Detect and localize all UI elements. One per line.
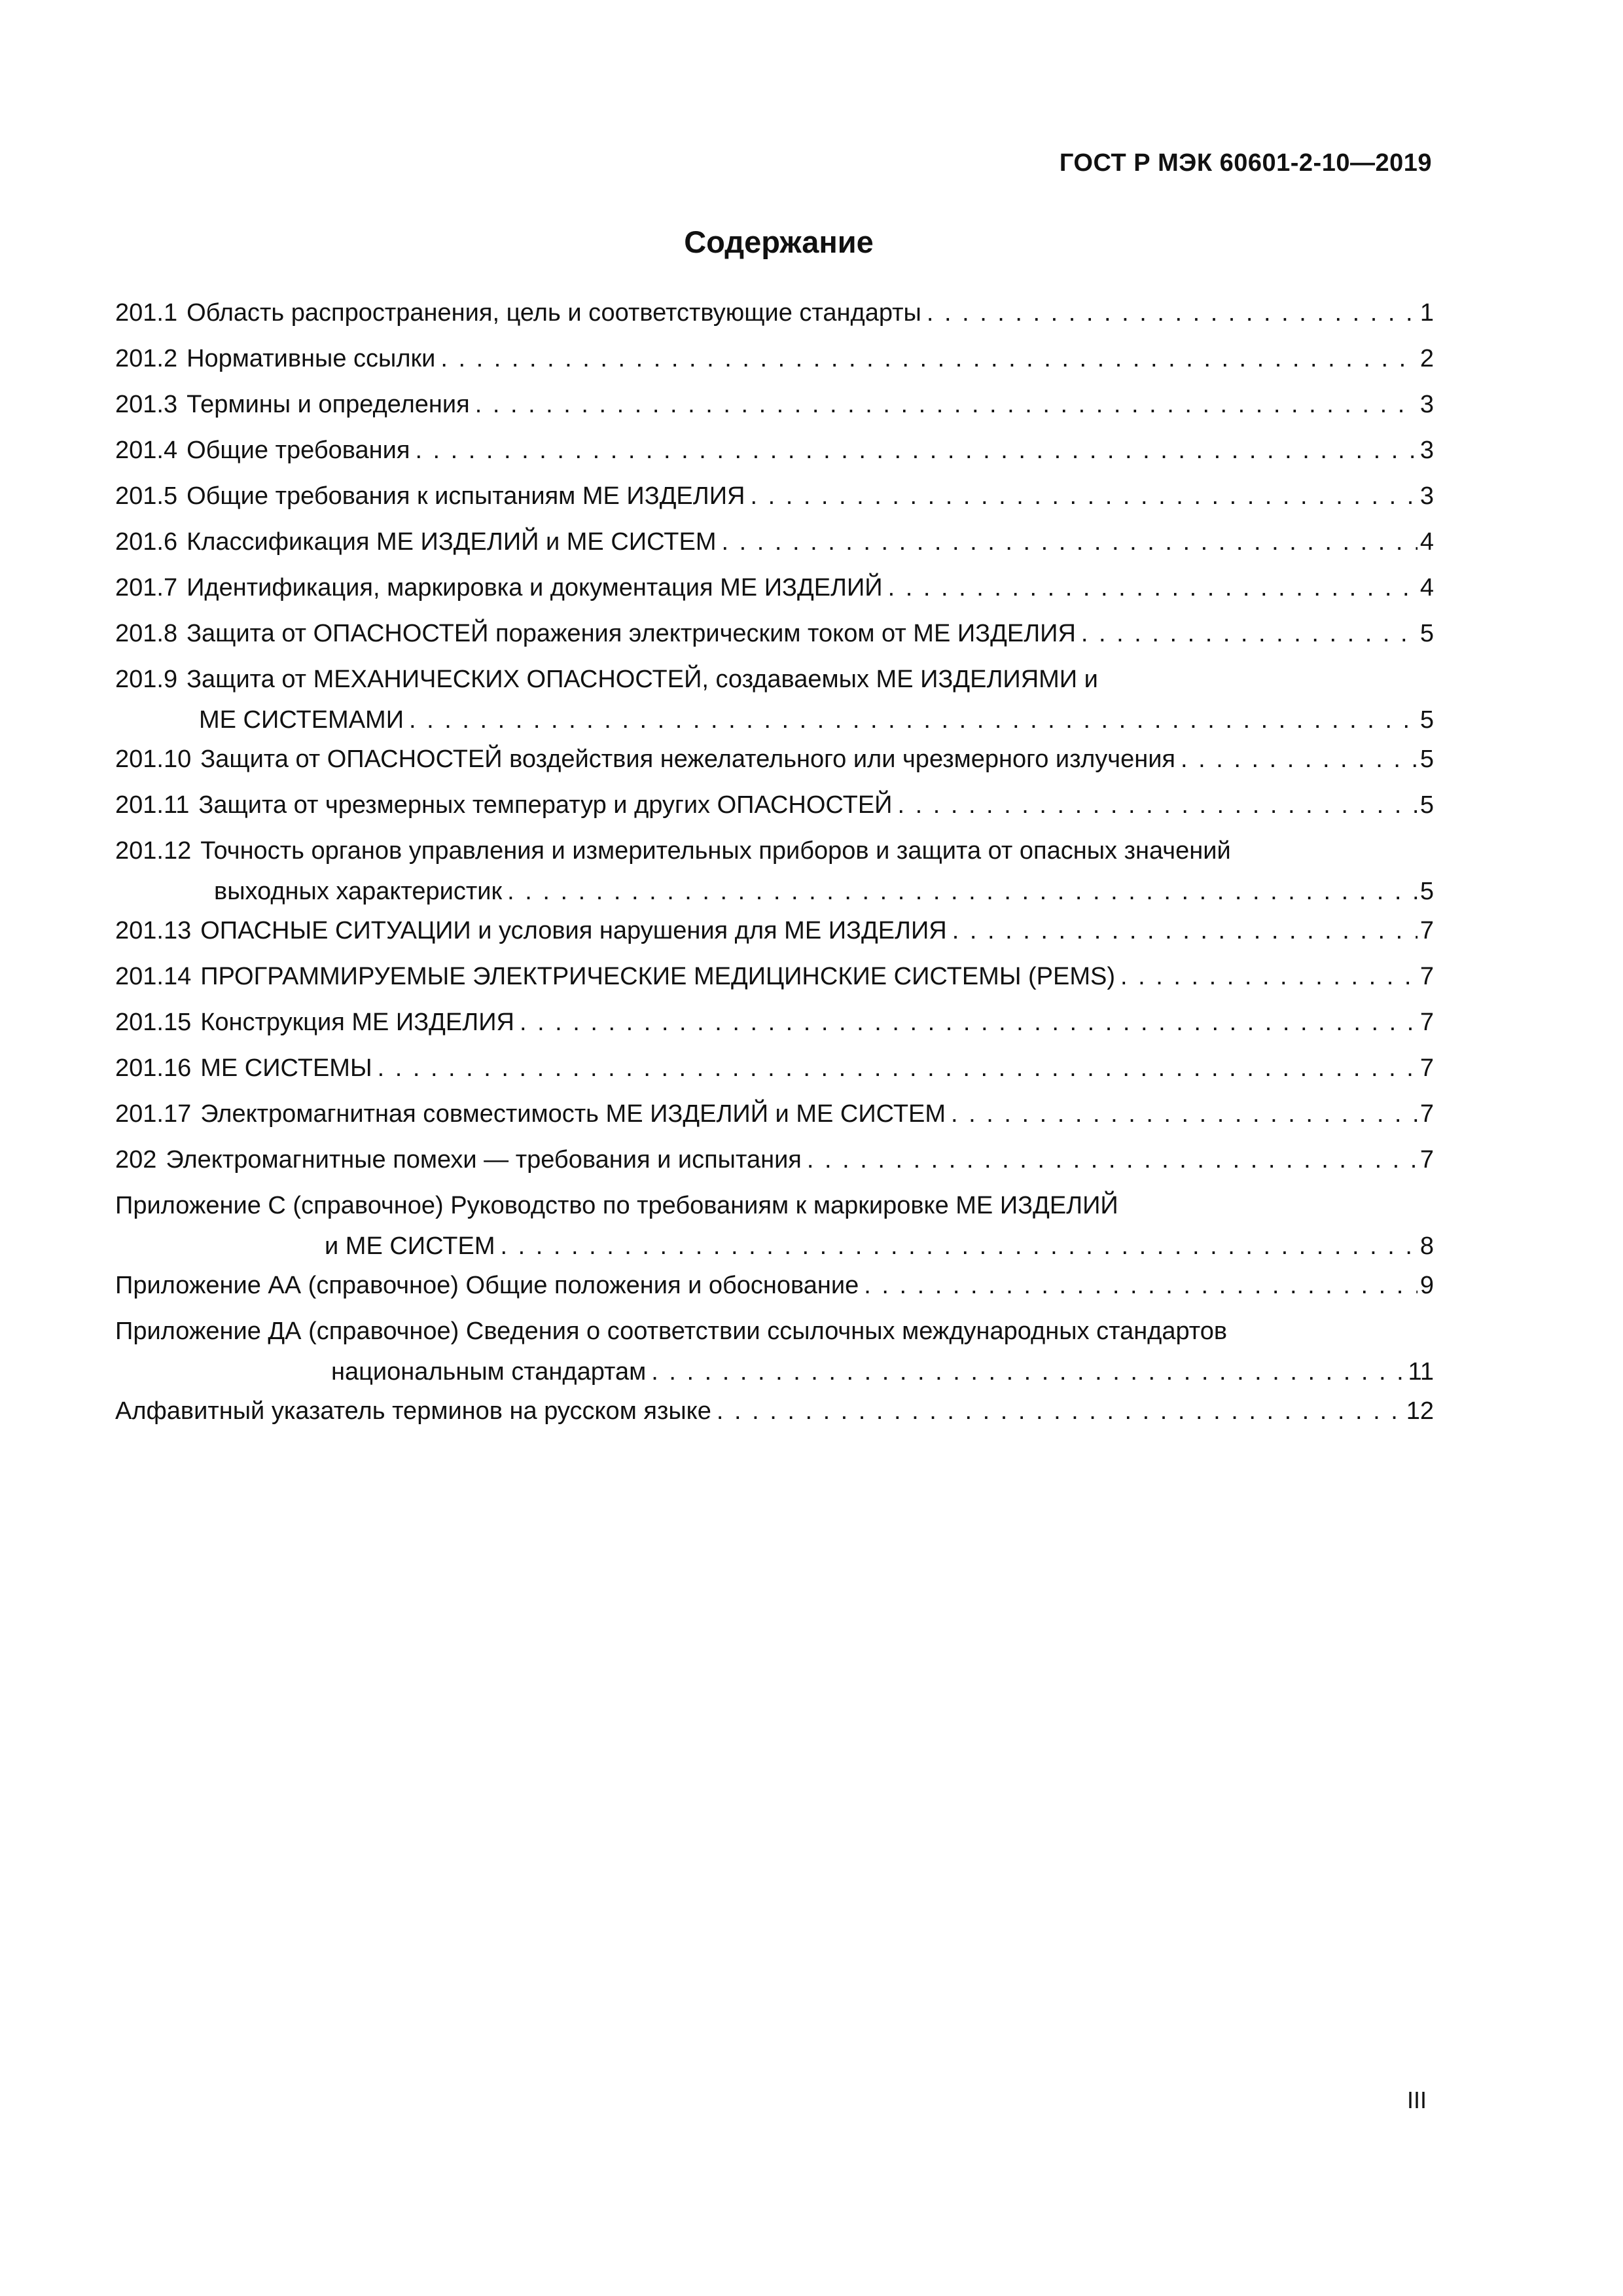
toc-entry-number: 201.12 bbox=[115, 837, 192, 865]
toc-entry-page: 3 bbox=[1419, 437, 1434, 464]
toc-leader-dots bbox=[435, 344, 1417, 374]
page-number: III bbox=[1406, 2087, 1427, 2113]
toc-entry[interactable] bbox=[115, 836, 1434, 906]
toc-entry-title: Область распространения, цель и соответствующие стандарты bbox=[187, 299, 921, 327]
toc-entry-number: 201.7 bbox=[115, 574, 178, 601]
toc-leader-dots bbox=[802, 1145, 1418, 1175]
toc-entry-page: 7 bbox=[1419, 963, 1434, 990]
toc-entry-title: Защита от МЕХАНИЧЕСКИХ ОПАСНОСТЕЙ, создаваемых МЕ ИЗДЕЛИЯМИ и bbox=[187, 666, 1098, 693]
toc-entry[interactable] bbox=[115, 619, 1434, 649]
toc-entry-title: Защита от ОПАСНОСТЕЙ воздействия нежелательного или чрезмерного излучения bbox=[200, 745, 1176, 773]
table-of-contents bbox=[115, 298, 1434, 1442]
toc-entry-page: 11 bbox=[1408, 1358, 1434, 1386]
toc-entry[interactable] bbox=[115, 1099, 1434, 1129]
toc-entry-number: 201.3 bbox=[115, 391, 178, 418]
toc-leader-dots bbox=[892, 790, 1417, 820]
toc-entry[interactable] bbox=[115, 744, 1434, 774]
toc-leader-dots bbox=[502, 876, 1418, 906]
toc-entry-page: 4 bbox=[1419, 528, 1434, 556]
toc-leader-dots bbox=[1175, 744, 1418, 774]
toc-entry-page: 5 bbox=[1419, 791, 1434, 819]
toc-entry-number: 201.1 bbox=[115, 299, 178, 327]
toc-leader-dots bbox=[470, 389, 1418, 420]
toc-leader-dots bbox=[514, 1007, 1418, 1037]
toc-entry-title-continued: и МЕ СИСТЕМ bbox=[325, 1232, 495, 1260]
toc-entry-title: Защита от чрезмерных температур и других ОПАСНОСТЕЙ bbox=[198, 791, 893, 819]
toc-entry-number: 201.2 bbox=[115, 345, 178, 372]
toc-entry[interactable] bbox=[115, 1007, 1434, 1037]
toc-entry-number: 201.14 bbox=[115, 963, 192, 990]
toc-leader-dots bbox=[495, 1231, 1418, 1261]
toc-entry-number: 201.8 bbox=[115, 620, 178, 647]
toc-entry-number: 201.13 bbox=[115, 917, 192, 944]
toc-entry-title: Приложение АА (справочное) Общие положения и обоснование bbox=[115, 1272, 859, 1299]
toc-leader-dots bbox=[1115, 961, 1418, 992]
toc-title: Содержание bbox=[684, 224, 874, 259]
toc-leader-dots bbox=[717, 527, 1418, 557]
toc-entry[interactable] bbox=[115, 435, 1434, 465]
toc-entry-title: Классификация МЕ ИЗДЕЛИЙ и МЕ СИСТЕМ bbox=[187, 528, 717, 556]
toc-entry-number: 201.6 bbox=[115, 528, 178, 556]
toc-entry[interactable] bbox=[115, 298, 1434, 328]
toc-entry-title: Точность органов управления и измерительных приборов и защита от опасных значений bbox=[200, 837, 1231, 865]
toc-entry-page: 5 bbox=[1419, 706, 1434, 734]
toc-entry-title: Идентификация, маркировка и документация МЕ ИЗДЕЛИЙ bbox=[187, 574, 883, 601]
toc-entry-page: 3 bbox=[1419, 482, 1434, 510]
toc-entry-page: 5 bbox=[1419, 745, 1434, 773]
toc-entry-title: Конструкция МЕ ИЗДЕЛИЯ bbox=[200, 1009, 514, 1036]
toc-entry-title: МЕ СИСТЕМЫ bbox=[200, 1054, 372, 1082]
toc-leader-dots bbox=[946, 1099, 1418, 1129]
toc-entry-page: 7 bbox=[1419, 1100, 1434, 1128]
document-code: ГОСТ Р МЭК 60601-2-10—2019 bbox=[1059, 149, 1432, 177]
toc-leader-dots bbox=[859, 1270, 1418, 1300]
toc-entry-title: ОПАСНЫЕ СИТУАЦИИ и условия нарушения для МЕ ИЗДЕЛИЯ bbox=[200, 917, 947, 944]
toc-entry-title: Алфавитный указатель терминов на русском языке bbox=[115, 1397, 711, 1425]
toc-entry-number: 201.16 bbox=[115, 1054, 192, 1082]
toc-leader-dots bbox=[711, 1396, 1404, 1426]
toc-entry-number: 201.15 bbox=[115, 1009, 192, 1036]
toc-entry-title: Приложение С (справочное) Руководство по требованиям к маркировке МЕ ИЗДЕЛИЙ bbox=[115, 1192, 1118, 1219]
toc-entry[interactable] bbox=[115, 1145, 1434, 1175]
toc-entry-title: Электромагнитные помехи — требования и испытания bbox=[166, 1146, 802, 1174]
toc-entry[interactable] bbox=[115, 790, 1434, 820]
toc-entry-page: 7 bbox=[1419, 1146, 1434, 1174]
toc-entry-page: 9 bbox=[1419, 1272, 1434, 1299]
toc-entry[interactable] bbox=[115, 389, 1434, 420]
toc-entry-number: 202 bbox=[115, 1146, 157, 1174]
toc-entry[interactable] bbox=[115, 961, 1434, 992]
toc-entry[interactable] bbox=[115, 481, 1434, 511]
toc-entry-page: 2 bbox=[1419, 345, 1434, 372]
toc-leader-dots bbox=[883, 573, 1418, 603]
toc-entry-title: Термины и определения bbox=[187, 391, 470, 418]
toc-entry[interactable] bbox=[115, 1316, 1434, 1387]
toc-entry-page: 7 bbox=[1419, 1009, 1434, 1036]
toc-entry[interactable] bbox=[115, 1191, 1434, 1261]
toc-entry-title: Приложение ДА (справочное) Сведения о соответствии ссылочных международных стандартов bbox=[115, 1318, 1228, 1345]
toc-entry-title-continued: выходных характеристик bbox=[214, 878, 503, 905]
toc-entry-title: Общие требования к испытаниям МЕ ИЗДЕЛИЯ bbox=[187, 482, 745, 510]
toc-entry-page: 7 bbox=[1419, 1054, 1434, 1082]
toc-entry-title: Электромагнитная совместимость МЕ ИЗДЕЛИЙ и МЕ СИСТЕМ bbox=[200, 1100, 946, 1128]
toc-entry-page: 7 bbox=[1419, 917, 1434, 944]
toc-entry-number: 201.9 bbox=[115, 666, 178, 693]
toc-leader-dots bbox=[947, 916, 1418, 946]
toc-leader-dots bbox=[404, 705, 1418, 735]
toc-leader-dots bbox=[745, 481, 1417, 511]
toc-entry-title-continued: МЕ СИСТЕМАМИ bbox=[199, 706, 404, 734]
toc-entry-title: Нормативные ссылки bbox=[187, 345, 436, 372]
toc-entry[interactable] bbox=[115, 916, 1434, 946]
toc-entry-number: 201.11 bbox=[115, 791, 190, 819]
toc-entry-page: 5 bbox=[1419, 878, 1434, 905]
toc-entry-title: Общие требования bbox=[187, 437, 410, 464]
toc-leader-dots bbox=[410, 435, 1417, 465]
toc-entry[interactable] bbox=[115, 344, 1434, 374]
toc-leader-dots bbox=[1076, 619, 1418, 649]
toc-entry[interactable] bbox=[115, 1396, 1434, 1426]
toc-entry-page: 12 bbox=[1406, 1397, 1434, 1425]
toc-entry-number: 201.17 bbox=[115, 1100, 192, 1128]
toc-entry[interactable] bbox=[115, 527, 1434, 557]
toc-entry-page: 8 bbox=[1419, 1232, 1434, 1260]
toc-leader-dots bbox=[372, 1053, 1418, 1083]
toc-entry-page: 1 bbox=[1419, 299, 1434, 327]
toc-leader-dots bbox=[921, 298, 1418, 328]
toc-entry-page: 3 bbox=[1419, 391, 1434, 418]
toc-entry[interactable] bbox=[115, 664, 1434, 735]
toc-entry-title-continued: национальным стандартам bbox=[331, 1358, 647, 1386]
toc-entry[interactable] bbox=[115, 1270, 1434, 1300]
toc-entry-page: 4 bbox=[1419, 574, 1434, 601]
toc-entry[interactable] bbox=[115, 1053, 1434, 1083]
toc-entry-title: ПРОГРАММИРУЕМЫЕ ЭЛЕКТРИЧЕСКИЕ МЕДИЦИНСКИЕ СИСТЕМЫ (PEMS) bbox=[200, 963, 1116, 990]
toc-entry-number: 201.5 bbox=[115, 482, 178, 510]
toc-entry-title: Защита от ОПАСНОСТЕЙ поражения электрическим током от МЕ ИЗДЕЛИЯ bbox=[187, 620, 1076, 647]
toc-entry-page: 5 bbox=[1419, 620, 1434, 647]
toc-leader-dots bbox=[646, 1357, 1405, 1387]
toc-entry-number: 201.10 bbox=[115, 745, 192, 773]
toc-entry-number: 201.4 bbox=[115, 437, 178, 464]
toc-entry[interactable] bbox=[115, 573, 1434, 603]
